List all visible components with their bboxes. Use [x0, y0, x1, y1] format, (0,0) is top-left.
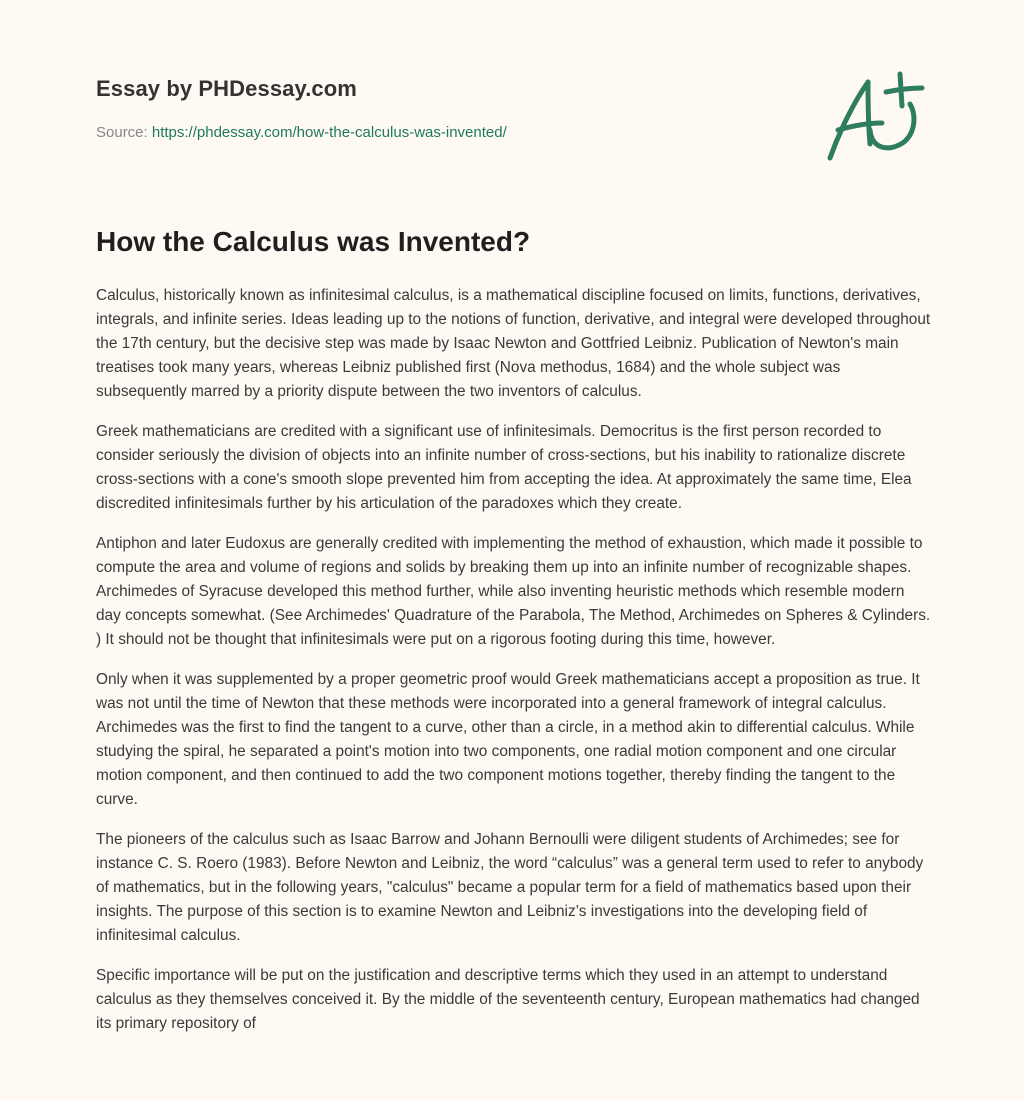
essay-paragraph: Specific importance will be put on the justification and descriptive terms which they used in an attempt to understand calculus as they themselves conceived it. By the middle of the seventeenth century, European mathematics had changed its primary repository of — [96, 967, 920, 1032]
essay-paragraph: Antiphon and later Eudoxus are generally credited with implementing the method of exhaustion, which made it possible to compute the area and volume of regions and solids by breaking them up into an infinite number of recognizable shapes. Archimedes of Syracuse developed this method further, while also inventing heuristic methods which resemble modern day concepts somewhat. (See Archimedes' Quadrature of the Parabola, The Method, Archimedes on Spheres & Cylinders. ) It should not be thought that infinitesimals were put on a rigorous footing during this time, however. — [96, 535, 931, 648]
essay-body — [96, 284, 932, 1052]
essay-paragraph: Greek mathematicians are credited with a significant use of infinitesimals. Democritus is the first person recorded to consider seriously the division of objects into an infinite number of cross-sections, but his inability to rationalize discrete cross-sections with a cone's smooth slope prevented him from accepting the idea. At approximately the same time, Elea discredited infinitesimals further by his articulation of the paradoxes which they create. — [96, 423, 912, 512]
a-plus-grade-icon — [824, 68, 928, 166]
page-header — [96, 0, 932, 200]
essay-paragraph: Calculus, historically known as infinitesimal calculus, is a mathematical discipline focused on limits, functions, derivatives, integrals, and infinite series. Ideas leading up to the notions of function, derivative, and integral were developed throughout the 17th century, but the decisive step was made by Isaac Newton and Gottfried Leibniz. Publication of Newton's main treatises took many years, whereas Leibniz published first (Nova methodus, 1684) and the whole subject was subsequently marred by a priority dispute between the two inventors of calculus. — [96, 287, 931, 400]
essay-page — [96, 0, 932, 1032]
source-label: Source: — [96, 124, 152, 141]
source-line — [96, 124, 507, 141]
essay-paragraph: The pioneers of the calculus such as Isaac Barrow and Johann Bernoulli were diligent students of Archimedes; see for instance C. S. Roero (1983). Before Newton and Leibniz, the word “calculus” was a general term used to refer to anybody of mathematics, but in the following years, "calculus" became a popular term for a field of mathematics based upon their insights. The purpose of this section is to examine Newton and Leibniz’s investigations into the developing field of infinitesimal calculus. — [96, 831, 924, 944]
essay-paragraph: Only when it was supplemented by a proper geometric proof would Greek mathematicians accept a proposition as true. It was not until the time of Newton that these methods were incorporated into a general framework of integral calculus. Archimedes was the first to find the tangent to a curve, other than a circle, in a method akin to differential calculus. While studying the spiral, he separated a point's motion into two components, one radial motion component and one circular motion component, and then continued to add the two component motions together, thereby finding the tangent to the curve. — [96, 671, 920, 808]
source-link[interactable]: https://phdessay.com/how-the-calculus-was-invented/ — [151, 124, 507, 141]
essay-title: How the Calculus was Invented? — [96, 226, 531, 257]
site-title: Essay by PHDessay.com — [96, 76, 357, 101]
